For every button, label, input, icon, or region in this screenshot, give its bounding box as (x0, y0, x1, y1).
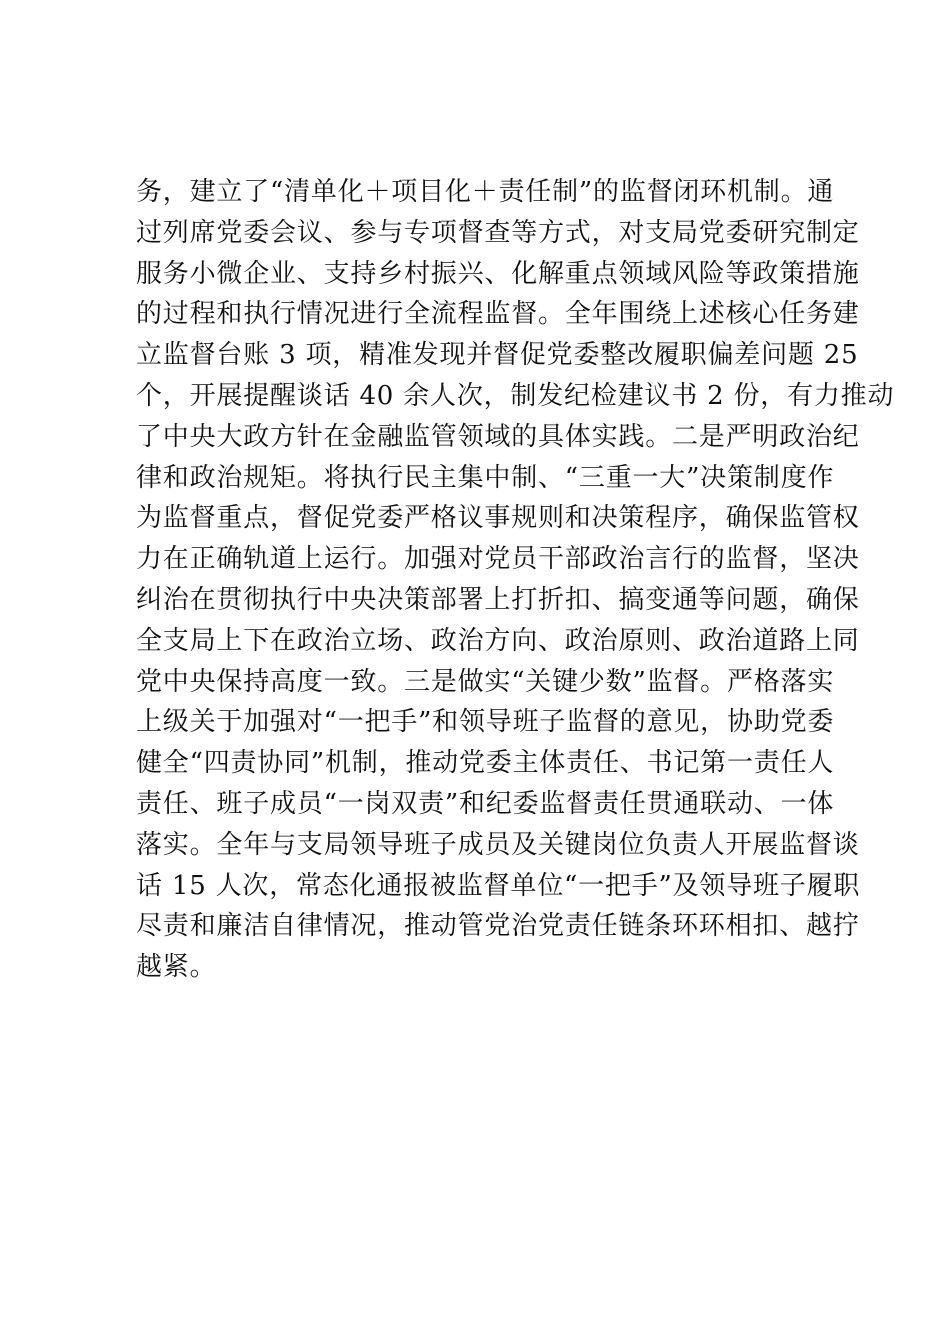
paragraph-line: 上级关于加强对“一把手”和领导班子监督的意见，协助党委 (136, 707, 835, 738)
paragraph-line: 话 15 人次，常态化通报被监督单位“一把手”及领导班子履职 (136, 870, 861, 901)
paragraph-line: 尽责和廉洁自律情况，推动管党治党责任链条环环相扣、越拧 (136, 911, 860, 942)
paragraph-line: 服务小微企业、支持乡村振兴、化解重点领域风险等政策措施 (136, 258, 860, 289)
paragraph-line: 了中央大政方针在金融监管领域的具体实践。二是严明政治纪 (136, 421, 860, 452)
paragraph-line: 立监督台账 3 项，精准发现并督促党委整改履职偏差问题 25 (136, 340, 859, 371)
paragraph-line: 全支局上下在政治立场、政治方向、政治原则、政治道路上同 (136, 625, 860, 656)
paragraph-line: 力在正确轨道上运行。加强对党员干部政治言行的监督，坚决 (136, 544, 860, 575)
paragraph-line: 的过程和执行情况进行全流程监督。全年围绕上述核心任务建 (136, 299, 860, 330)
paragraph-line: 为监督重点，督促党委严格议事规则和决策程序，确保监管权 (136, 503, 860, 534)
paragraph-line: 纠治在贯彻执行中央决策部署上打折扣、搞变通等问题，确保 (136, 584, 860, 615)
paragraph-line: 责任、班子成员“一岗双责”和纪委监督责任贯通联动、一体 (136, 788, 835, 819)
paragraph-line: 落实。全年与支局领导班子成员及关键岗位负责人开展监督谈 (136, 829, 860, 860)
paragraph-line: 务，建立了“清单化＋项目化＋责任制”的监督闭环机制。通 (136, 177, 835, 207)
paragraph-line: 党中央保持高度一致。三是做实“关键少数”监督。严格落实 (136, 666, 835, 697)
paragraph-line: 律和政治规矩。将执行民主集中制、“三重一大”决策制度作 (136, 462, 835, 493)
paragraph-line: 个，开展提醒谈话 40 余人次，制发纪检建议书 2 份，有力推动 (136, 380, 895, 411)
paragraph-line: 过列席党委会议、参与专项督查等方式，对支局党委研究制定 (136, 217, 860, 248)
body-paragraph (136, 172, 895, 988)
paragraph-line: 健全“四责协同”机制，推动党委主体责任、书记第一责任人 (136, 748, 835, 779)
paragraph-line: 越紧。 (136, 952, 217, 983)
